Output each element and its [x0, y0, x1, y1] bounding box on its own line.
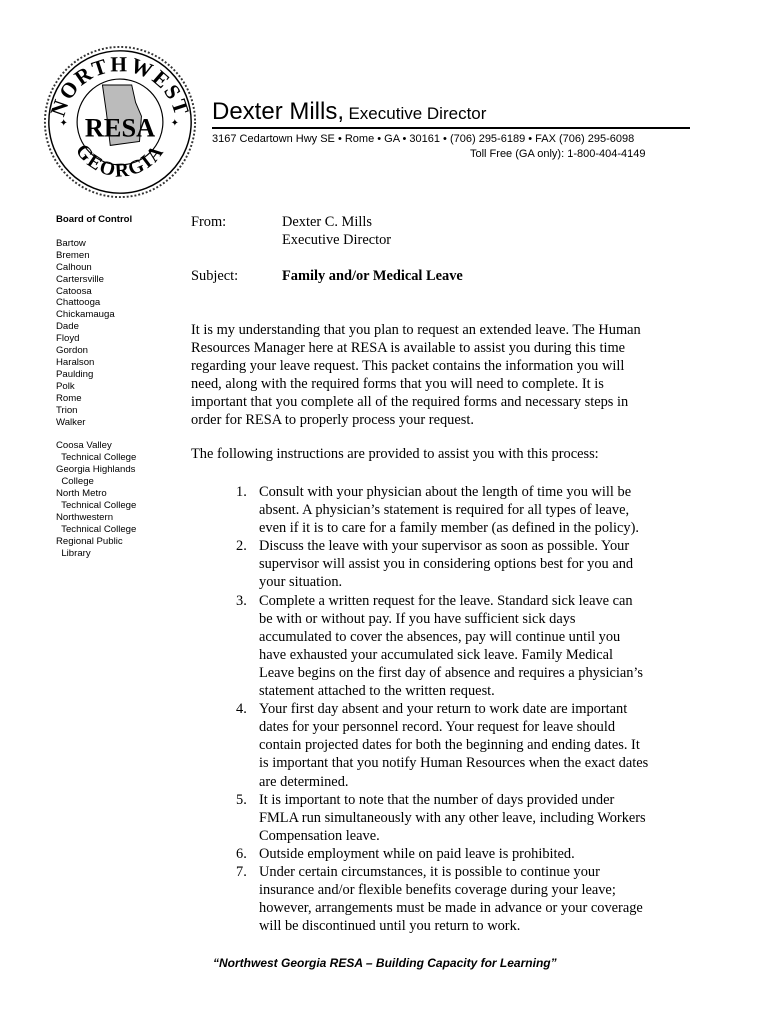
seal-top-text: NORTHWEST [45, 52, 195, 120]
instruction-item [230, 537, 690, 591]
instruction-line: Under certain circumstances, it is possible to continue your [259, 863, 600, 880]
institution-item: Regional Public [56, 535, 123, 547]
director-title: Executive Director [348, 104, 487, 123]
letterhead-divider [212, 127, 690, 129]
from-name: Dexter C. Mills [282, 214, 372, 230]
subject-label: Subject: [191, 268, 239, 284]
county-item: Catoosa [56, 285, 92, 297]
institution-item: Technical College [56, 499, 137, 511]
instruction-line: statement attached to the written request. [259, 683, 495, 700]
paragraph-line: order for RESA to properly process your request. [191, 412, 474, 429]
svg-text:✦: ✦ [59, 117, 68, 129]
resa-seal-logo [42, 44, 198, 200]
institution-item: North Metro [56, 488, 107, 500]
svg-text:GEORGIA [71, 141, 169, 182]
instruction-line: insurance and/or flexible benefits coverage during your leave; [259, 882, 616, 899]
county-item: Cartersville [56, 273, 104, 285]
county-item: Chickamauga [56, 309, 115, 321]
subject-text: Family and/or Medical Leave [282, 268, 463, 284]
sidebar-heading: Board of Control [56, 214, 133, 225]
instruction-number: 3. [236, 592, 247, 609]
instructions-intro: The following instructions are provided to assist you with this process: [191, 446, 599, 462]
county-item: Floyd [56, 333, 80, 345]
instruction-line: supervisor will assist you in considering options best for you and [259, 556, 634, 573]
instruction-line: however, arrangements must be made in advance or your coverage [259, 900, 643, 917]
institution-item: Library [56, 547, 91, 559]
instruction-line: absent. A physician’s statement is required for all types of leave, [259, 502, 630, 519]
instruction-item [230, 483, 690, 537]
instruction-line: have exhausted your accumulated sick leave. Family Medical [259, 646, 614, 663]
board-of-control-sidebar [56, 214, 186, 559]
county-item: Paulding [56, 368, 94, 380]
institution-list [56, 440, 186, 559]
instruction-line: Leave begins on the first day of absence and requires a physician’s [259, 664, 644, 681]
from-title: Executive Director [282, 232, 392, 248]
instruction-item [230, 845, 690, 863]
county-item: Bremen [56, 249, 90, 261]
seal-bottom-text: GEORGIA [71, 140, 169, 182]
instruction-line: your situation. [259, 574, 343, 591]
county-item: Dade [56, 321, 79, 333]
seal-center-text: RESA [84, 113, 156, 143]
instruction-number: 2. [236, 538, 247, 555]
county-list [56, 238, 186, 429]
instruction-line: It is important to note that the number of days provided under [259, 791, 615, 808]
county-item: Trion [56, 404, 78, 416]
institution-item: Georgia Highlands [56, 464, 136, 476]
instruction-line: accumulated to cover the absences, pay will continue until you [259, 628, 621, 645]
address-line: 3167 Cedartown Hwy SE • Rome • GA • 30161 • (706) 295-6189 • FAX (706) 295-6098 [212, 133, 635, 145]
svg-text:✦: ✦ [170, 117, 179, 129]
county-item: Rome [56, 392, 82, 404]
instruction-number: 1. [236, 484, 247, 500]
instruction-item [230, 791, 690, 845]
instruction-line: will be discontinued until you return to work. [259, 918, 521, 935]
body-paragraph [191, 321, 683, 430]
paragraph-line: important that you complete all of the required forms and necessary steps in [191, 394, 629, 411]
instruction-line: FMLA run simultaneously with any other leave, including Workers [259, 809, 646, 826]
toll-free-line: Toll Free (GA only): 1-800-404-4149 [470, 148, 646, 160]
instruction-item [230, 592, 690, 701]
instruction-number: 7. [236, 863, 247, 880]
institution-item: College [56, 476, 94, 488]
instruction-line: be with or without pay. If you have sufficient sick days [259, 610, 576, 627]
instruction-line: Your first day absent and your return to work date are important [259, 701, 628, 718]
instructions-list [230, 483, 690, 935]
director-name: Dexter Mills, [212, 98, 345, 125]
instruction-line: are determined. [259, 773, 349, 790]
instruction-item [230, 700, 690, 790]
instruction-line: Consult with your physician about the length of time you will be [259, 484, 632, 500]
footer-tagline: “Northwest Georgia RESA – Building Capacity for Learning” [213, 956, 557, 970]
instruction-line: is important that you notify Human Resources when the exact dates [259, 755, 649, 772]
county-item: Haralson [56, 356, 95, 368]
letterhead-name-title [212, 98, 486, 126]
paragraph-line: need, along with the required forms that you will need to complete. It is [191, 376, 604, 393]
paragraph-line: Resources Manager here at RESA is available to assist you during this time [191, 340, 626, 357]
paragraph-line: It is my understanding that you plan to request an extended leave. The Human [191, 322, 641, 338]
paragraph-line: regarding your leave request. This packet contains the information you will [191, 358, 625, 375]
instruction-line: Complete a written request for the leave. Standard sick leave can [259, 592, 633, 609]
institution-item: Technical College [56, 452, 137, 464]
county-item: Gordon [56, 345, 88, 357]
county-item: Walker [56, 416, 86, 428]
instruction-line: even if it is to care for a family member (as defined in the policy). [259, 520, 640, 537]
instruction-line: contain projected dates for both the beginning and ending dates. It [259, 737, 640, 754]
instruction-number: 6. [236, 845, 247, 862]
instruction-line: Discuss the leave with your supervisor as soon as possible. Your [259, 538, 630, 555]
county-item: Bartow [56, 237, 86, 249]
county-item: Polk [56, 380, 75, 392]
institution-item: Technical College [56, 523, 137, 535]
instruction-line: Outside employment while on paid leave is prohibited. [259, 845, 575, 862]
instruction-line: Compensation leave. [259, 827, 380, 844]
institution-item: Coosa Valley [56, 440, 112, 452]
institution-item: Northwestern [56, 511, 114, 523]
county-item: Calhoun [56, 261, 92, 273]
instruction-line: dates for your personnel record. Your request for leave should [259, 719, 616, 736]
instruction-item [230, 863, 690, 935]
county-item: Chattooga [56, 297, 101, 309]
instruction-number: 4. [236, 701, 247, 718]
instruction-number: 5. [236, 791, 247, 808]
from-label: From: [191, 214, 227, 230]
